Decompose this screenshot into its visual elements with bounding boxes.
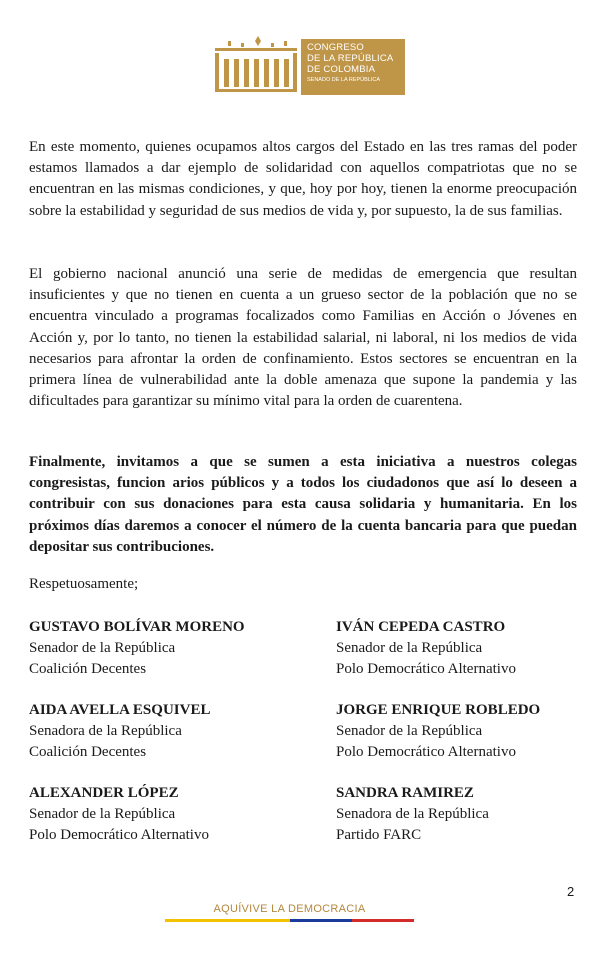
signer-name: JORGE ENRIQUE ROBLEDO (336, 702, 541, 718)
colombia-flag-stripe (165, 919, 414, 922)
logo-text-line3: DE COLOMBIA (307, 64, 376, 75)
congress-logo (209, 35, 405, 95)
signature-block (336, 700, 540, 763)
capitol-building-icon (209, 35, 301, 95)
signer-role: Senador de la República (336, 723, 483, 739)
signature-block (336, 783, 489, 846)
signature-block (336, 617, 516, 680)
flag-stripe-red (352, 919, 414, 922)
signer-name: GUSTAVO BOLÍVAR MORENO (29, 619, 245, 635)
congress-wordmark (301, 39, 405, 95)
signer-name: SANDRA RAMIREZ (336, 785, 474, 801)
signer-party: Coalición Decentes (29, 744, 147, 760)
salutation: Respetuosamente; (29, 576, 139, 592)
signer-role: Senadora de la República (336, 806, 489, 822)
signer-role: Senador de la República (29, 806, 176, 822)
signer-name: ALEXANDER LÓPEZ (29, 785, 179, 801)
paragraph-2: El gobierno nacional anunció una serie de medidas de emergencia que resultan insuficientes y que no tienen en cuenta a un grueso sector de la población que no se encuentra vinculado a programas focalizados como Familias en Acción o Jóvenes en Acción y, por lo tanto, no tienen la estabilidad salarial, ni laboral, ni los medios de vida necesarios para afrontar la orden de confinamiento. Estos sectores se encuentran en la primera línea de vulnerabilidad ante la doble amenaza que supone la pandemia y las dificultades para garantizar su mínimo vital para la orden de cuarentena. (29, 266, 577, 410)
logo-text-line2: DE LA REPÚBLICA (307, 53, 394, 64)
signer-name: AIDA AVELLA ESQUIVEL (29, 702, 211, 718)
signer-party: Partido FARC (336, 827, 422, 843)
signer-party: Polo Democrático Alternativo (336, 744, 516, 760)
signer-role: Senador de la República (336, 640, 483, 656)
page-number: 2 (567, 884, 575, 899)
signer-party: Polo Democrático Alternativo (29, 827, 209, 843)
paragraph-3: Finalmente, invitamos a que se sumen a esta iniciativa a nuestros colegas congresistas, funcion arios públicos y a todos los ciudadonos que así lo deseen a contribuir con sus donaciones para esta causa solidaria y humanitaria. En los próximos días daremos a conocer el número de la cuenta bancaria para que puedan depositar sus contribuciones. (29, 454, 577, 555)
signer-party: Polo Democrático Alternativo (336, 661, 516, 677)
signer-role: Senadora de la República (29, 723, 182, 739)
signature-block (29, 617, 245, 680)
logo-text-line4: SENADO DE LA REPÚBLICA (307, 77, 381, 83)
paragraph-1: En este momento, quienes ocupamos altos cargos del Estado en las tres ramas del poder estamos llamados a dar ejemplo de solidaridad con aquellos compatriotas que no se encuentran en las mismas condiciones, y que, hoy por hoy, tienen la enorme preocupación sobre la estabilidad y seguridad de sus medios de vida y, por supuesto, la de sus familias. (29, 139, 577, 219)
logo-text-line1: CONGRESO (307, 42, 365, 53)
flag-stripe-yellow (165, 919, 290, 922)
signer-role: Senador de la República (29, 640, 176, 656)
signature-block (29, 700, 210, 763)
signer-party: Coalición Decentes (29, 661, 147, 677)
signer-name: IVÁN CEPEDA CASTRO (336, 619, 506, 635)
footer-slogan: AQUÍVIVE LA DEMOCRACIA (213, 903, 366, 915)
flag-stripe-blue (290, 919, 352, 922)
signature-block (29, 783, 209, 846)
